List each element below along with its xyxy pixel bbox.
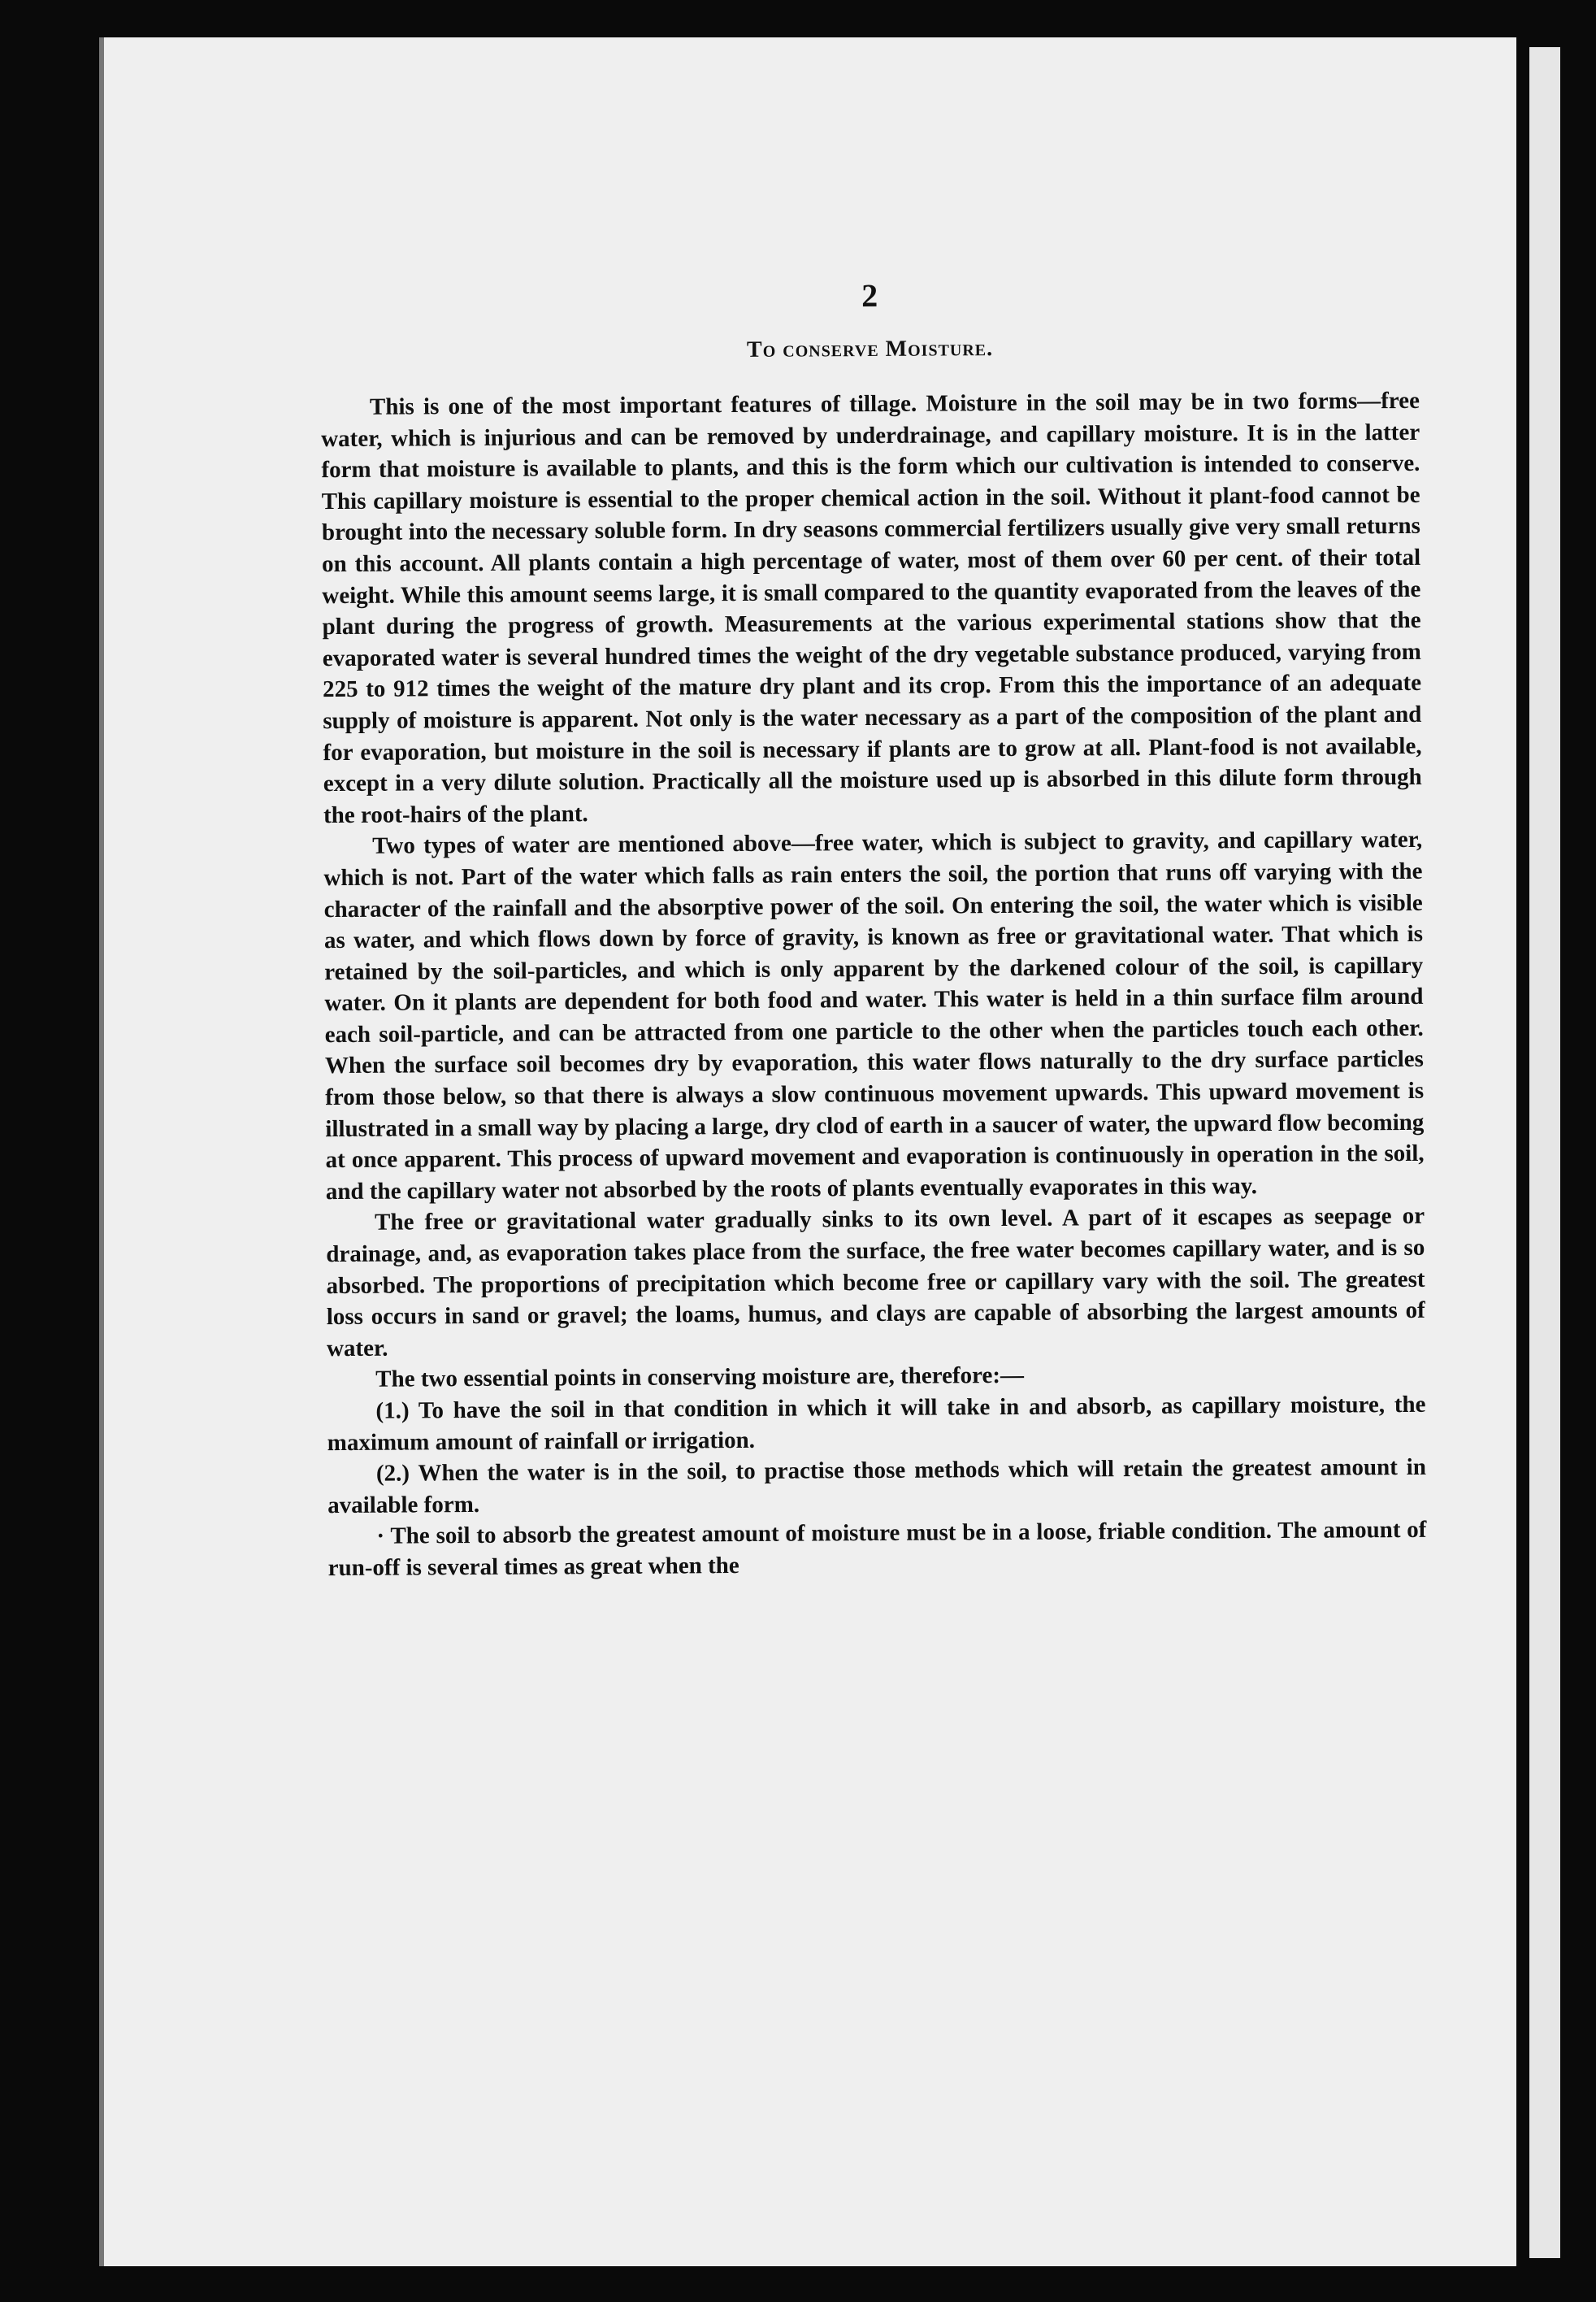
paragraph: Two types of water are mentioned above—free water, which is subject to gravity, and capillary water, which is not. Part of the water which falls as rain enters the soil, the portion that runs off varying with the character of the rainfall and the absorptive power of the soil. On entering the soil, the water which is visible as water, and which flows down by force of gravity, is known as free or gravitational water. That which is retained by the soil-particles, and which is only apparent by the darkened colour of the soil, is capillary water. On it plants are dependent for both food and water. This water is held in a thin surface film around each soil-particle, and can be attracted from one particle to the other when the particles touch each other. When the surface soil becomes dry by evaporation, this water flows naturally to the dry surface particles from those below, so that there is always a slow continuous movement upwards. This upward movement is illustrated in a small way by placing a large, dry clod of earth in a saucer of water, the upward flow becoming at once apparent. This process of upward movement and evaporation is continuously in operation in the soil, and the capillary water not absorbed by the roots of plants eventually evaporates in this way. — [323, 827, 1425, 1205]
section-heading: To conserve Moisture. — [746, 336, 994, 363]
paragraph: (1.) To have the soil in that condition in which it will take in and absorb, as capillary moisture, the maximum amount of rainfall or irrigation. — [327, 1391, 1426, 1456]
paragraph: The two essential points in conserving moisture are, therefore:— — [375, 1362, 1025, 1393]
paragraph: This is one of the most important features of tillage. Moisture in the soil may be in two forms—free water, which is injurious and can be removed by underdrainage, and capillary moisture. It is in the latter form that moisture is available to plants, and this is the form which our cultivation is intended to conserve. This capillary moisture is essential to the proper chemical action in the soil. Without it plant-food cannot be brought into the necessary soluble form. In dry seasons commercial fertilizers usually give very small returns on this account. All plants contain a high percentage of water, most of them over 60 per cent. of their total weight. While this amount seems large, it is small compared to the quantity evaporated from the leaves of the plant during the progress of growth. Measurements at the various experimental stations show that the evaporated water is several hundred times the weight of the dry vegetable substance produced, varying from 225 to 912 times the weight of the mature dry plant and its crop. From this the importance of an adequate supply of moisture is apparent. Not only is the water necessary as a part of the composition of the plant and for evaporation, but moisture in the soil is necessary if plants are to grow at all. Plant-food is not available, except in a very dilute solution. Practically all the moisture used up is absorbed in this dilute form through the root-hairs of the plant. — [321, 387, 1422, 828]
paragraph: (2.) When the water is in the soil, to practise those methods which will retain the greatest amount in available form. — [327, 1454, 1427, 1518]
paragraph: · The soil to absorb the greatest amount of moisture must be in a loose, friable condition. The amount of run-off is several times as great when the — [327, 1517, 1427, 1582]
page-text — [320, 276, 1427, 1584]
page-number: 2 — [861, 276, 878, 315]
adjacent-page-edge — [1529, 47, 1560, 2258]
paragraph: The free or gravitational water gradually sinks to its own level. A part of it escapes as seepage or drainage, and, as evaporation takes place from the surface, the free water becomes capillary water, and is so absorbed. The proportions of precipitation which become free or capillary vary with the soil. The greatest loss occurs in sand or gravel; the loams, humus, and clays are capable of absorbing the largest amounts of water. — [326, 1203, 1425, 1362]
